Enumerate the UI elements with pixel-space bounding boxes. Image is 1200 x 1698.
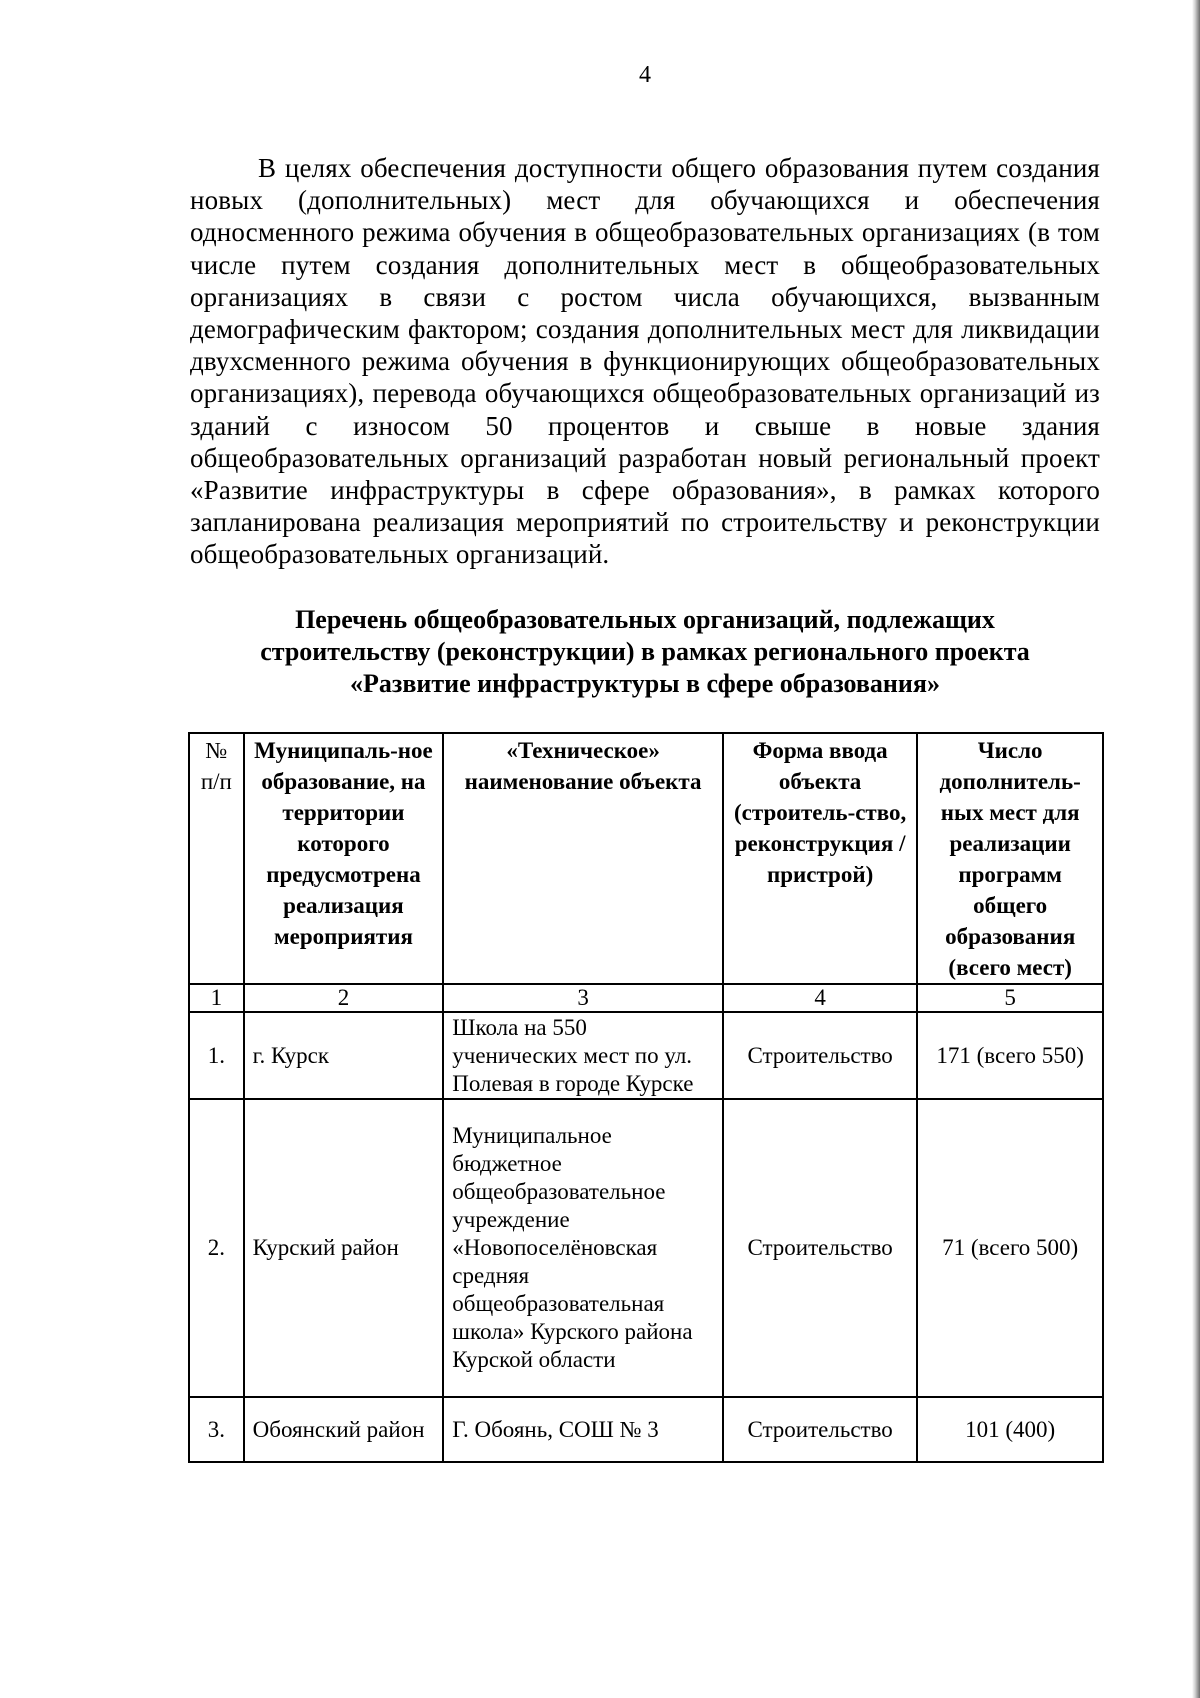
page-number: 4 bbox=[639, 62, 651, 88]
header-places: Число дополнитель-ных мест для реализации программ общего образования (всего мест) bbox=[917, 733, 1103, 984]
row-object-name: Школа на 550 ученических мест по ул. Полевая в городе Курске bbox=[443, 1012, 723, 1099]
column-number: 4 bbox=[723, 984, 917, 1012]
column-number: 3 bbox=[443, 984, 723, 1012]
heading-line-1: Перечень общеобразовательных организаций, подлежащих bbox=[295, 605, 995, 634]
table-row bbox=[189, 1012, 1103, 1099]
column-number: 1 bbox=[189, 984, 244, 1012]
column-number: 5 bbox=[917, 984, 1103, 1012]
row-form: Строительство bbox=[723, 1099, 917, 1397]
heading-line-2: строительству (реконструкции) в рамках регионального проекта bbox=[260, 637, 1030, 666]
schools-table bbox=[188, 732, 1104, 1463]
intro-paragraph: В целях обеспечения доступности общего образования путем создания новых (дополнительных) мест для обучающихся и обеспечения односменного режима обучения в общеобразовательных организациях (в том числе путем создания дополнительных мест в общеобразовательных организациях в связи с ростом числа обучающихся, вызванным демографическим фактором; создания дополнительных мест для ликвидации двухсменного режима обучения в функционирующих общеобразовательных организациях), перевода обучающихся общеобразовательных организаций из зданий с износом 50 процентов и свыше в новые здания общеобразовательных организаций разработан новый региональный проект «Развитие инфраструктуры в сфере образования», в рамках которого запланирована реализация мероприятий по строительству и реконструкции общеобразовательных организаций. bbox=[190, 153, 1100, 570]
row-number: 2. bbox=[189, 1099, 244, 1397]
table-header-row bbox=[189, 733, 1103, 984]
row-places: 71 (всего 500) bbox=[917, 1099, 1103, 1397]
header-form: Форма ввода объекта (строитель-ство, реконструкция / пристрой) bbox=[723, 733, 917, 984]
row-form: Строительство bbox=[723, 1397, 917, 1462]
column-number-row bbox=[189, 984, 1103, 1012]
scan-edge-shadow bbox=[1192, 0, 1200, 1698]
row-form: Строительство bbox=[723, 1012, 917, 1099]
row-municipality: г. Курск bbox=[244, 1012, 444, 1099]
row-number: 3. bbox=[189, 1397, 244, 1462]
header-object-name: «Техническое» наименование объекта bbox=[443, 733, 723, 984]
table-row bbox=[189, 1397, 1103, 1462]
row-object-name: Муниципальное бюджетное общеобразовательное учреждение «Новопоселёновская средняя общеобразовательная школа» Курского района Курской области bbox=[443, 1099, 723, 1397]
header-municipality: Муниципаль-ное образование, на территории которого предусмотрена реализация мероприятия bbox=[244, 733, 444, 984]
column-number: 2 bbox=[244, 984, 444, 1012]
row-places: 101 (400) bbox=[917, 1397, 1103, 1462]
list-heading bbox=[176, 604, 1114, 700]
row-number: 1. bbox=[189, 1012, 244, 1099]
heading-line-3: «Развитие инфраструктуры в сфере образования» bbox=[350, 669, 940, 698]
row-municipality: Курский район bbox=[244, 1099, 444, 1397]
row-municipality: Обоянский район bbox=[244, 1397, 444, 1462]
header-number: № п/п bbox=[189, 733, 244, 984]
table-row bbox=[189, 1099, 1103, 1397]
row-places: 171 (всего 550) bbox=[917, 1012, 1103, 1099]
row-object-name: Г. Обоянь, СОШ № 3 bbox=[443, 1397, 723, 1462]
